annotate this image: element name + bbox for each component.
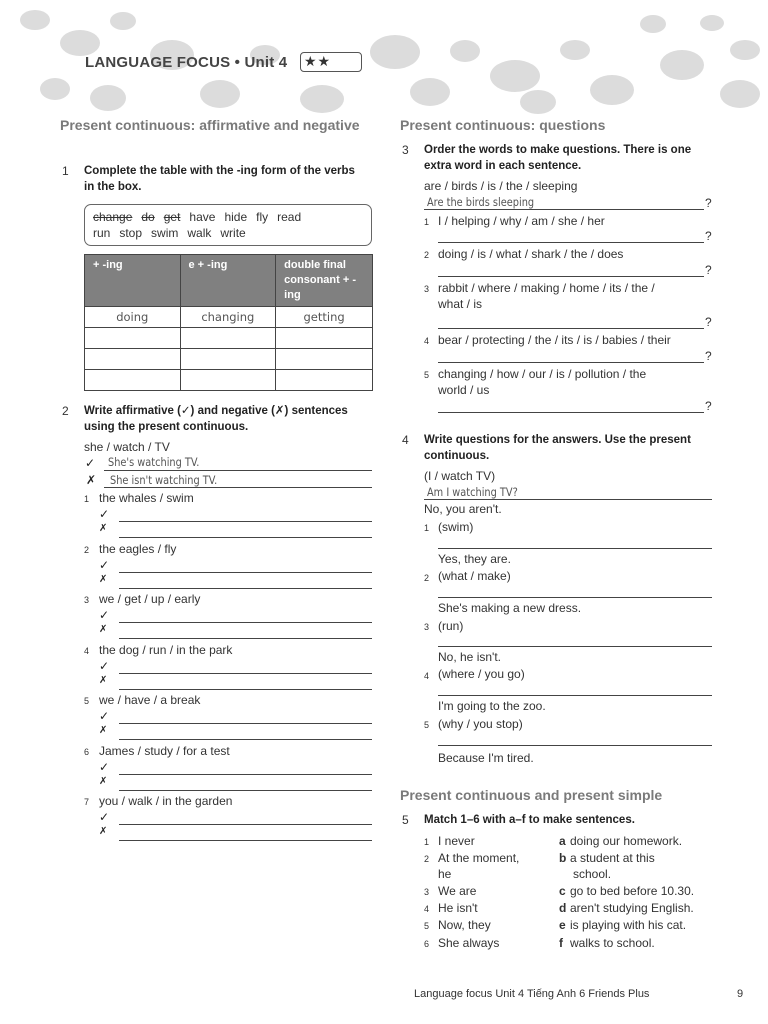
example-reply: No, you aren't. — [424, 502, 502, 516]
answer-line[interactable] — [119, 588, 372, 589]
answer-line[interactable] — [119, 622, 372, 623]
match-right: walks to school. — [570, 936, 655, 950]
item-prompt: we / get / up / early — [99, 592, 201, 606]
item-number: 2 — [84, 545, 90, 555]
table-cell[interactable]: getting — [276, 307, 373, 328]
question-mark: ? — [705, 229, 712, 243]
word: run — [93, 226, 111, 240]
word: stop — [119, 226, 143, 240]
item-prompt: changing / how / our / is / pollution / the — [438, 367, 647, 381]
answer-line[interactable] — [119, 790, 372, 791]
table-cell[interactable]: doing — [85, 307, 181, 328]
item-number: 5 — [424, 370, 430, 380]
question-mark: ? — [705, 349, 712, 363]
match-key: f — [559, 936, 563, 950]
item-number: 2 — [424, 250, 430, 260]
answer-line[interactable] — [119, 673, 372, 674]
answer-line[interactable] — [438, 597, 712, 598]
tick-icon: ✓ — [99, 558, 110, 572]
table-cell[interactable] — [180, 328, 276, 349]
answer-line[interactable] — [119, 774, 372, 775]
match-key: a — [559, 834, 566, 848]
cross-icon: ✗ — [99, 574, 108, 585]
ing-form-table — [84, 254, 373, 391]
item-number: 1 — [424, 217, 430, 227]
item-reply: No, he isn't. — [438, 650, 501, 664]
verb-word-box — [84, 204, 372, 246]
item-prompt: (swim) — [438, 520, 474, 534]
answer-line[interactable] — [438, 548, 712, 549]
page-number: 9 — [737, 988, 744, 1000]
exercise-1-number: 1 — [62, 164, 69, 178]
cross-icon: ✗ — [99, 776, 108, 787]
answer-line[interactable] — [119, 739, 372, 740]
item-number: 2 — [424, 573, 430, 583]
cross-icon: ✗ — [99, 725, 108, 736]
match-right: a student at this — [570, 851, 655, 865]
item-number: 3 — [84, 595, 90, 605]
answer-line[interactable] — [438, 695, 712, 696]
match-number: 5 — [424, 921, 430, 931]
match-left: We are — [438, 884, 477, 898]
word: hide — [224, 210, 248, 224]
question-mark: ? — [705, 196, 712, 210]
match-left: Now, they — [438, 918, 491, 932]
item-prompt: you / walk / in the garden — [99, 794, 233, 808]
cross-icon: ✗ — [99, 624, 108, 635]
answer-line[interactable] — [438, 328, 704, 329]
item-prompt: rabbit / where / making / home / its / the / — [438, 281, 655, 295]
word: read — [277, 210, 302, 224]
item-prompt: doing / is / what / shark / the / does — [438, 247, 624, 261]
match-left: At the moment, — [438, 851, 520, 865]
table-header: double final consonant + -ing — [276, 255, 373, 307]
item-number: 1 — [424, 523, 430, 533]
match-left: She always — [438, 936, 500, 950]
item-number: 7 — [84, 797, 90, 807]
exercise-3-instruction: Order the words to make questions. There is one extra word in each sentence. — [424, 144, 692, 172]
cross-icon: ✗ — [99, 826, 108, 837]
question-mark: ? — [705, 399, 712, 413]
item-prompt-cont: what / is — [438, 297, 483, 311]
exercise-2-instruction: Write affirmative (✓) and negative (✗) sentences using the present continuous. — [84, 405, 348, 433]
answer-line[interactable] — [119, 638, 372, 639]
word: swim — [151, 226, 179, 240]
word: walk — [187, 226, 212, 240]
tick-icon: ✓ — [99, 760, 110, 774]
match-number: 1 — [424, 837, 430, 847]
match-right: is playing with his cat. — [570, 918, 687, 932]
item-prompt: the whales / swim — [99, 491, 194, 505]
example-prompt: are / birds / is / the / sleeping — [424, 179, 578, 193]
item-number: 5 — [84, 696, 90, 706]
answer-line[interactable] — [438, 276, 704, 277]
answer-line[interactable] — [119, 572, 372, 573]
question-mark: ? — [705, 315, 712, 329]
match-left: He isn't — [438, 901, 478, 915]
item-reply: She's making a new dress. — [438, 601, 582, 615]
match-number: 2 — [424, 854, 430, 864]
item-reply: I'm going to the zoo. — [438, 699, 546, 713]
match-right: aren't studying English. — [570, 901, 694, 915]
match-key: b — [559, 851, 567, 865]
match-number: 6 — [424, 939, 430, 949]
table-cell[interactable] — [85, 370, 181, 391]
item-number: 4 — [424, 336, 430, 346]
word: have — [189, 210, 216, 224]
item-prompt: (what / make) — [438, 569, 511, 583]
item-prompt: James / study / for a test — [99, 744, 230, 758]
cross-icon: ✗ — [99, 523, 108, 534]
table-header: e + -ing — [180, 255, 276, 307]
tick-icon: ✓ — [99, 507, 110, 521]
word-struck: change — [93, 210, 133, 224]
table-cell[interactable] — [180, 370, 276, 391]
cross-icon: ✗ — [99, 675, 108, 686]
table-cell[interactable] — [85, 349, 181, 370]
answer-line[interactable] — [438, 745, 712, 746]
unit-title: LANGUAGE FOCUS • Unit 4 — [85, 54, 288, 71]
tick-icon: ✓ — [99, 608, 110, 622]
match-number: 3 — [424, 887, 430, 897]
word-box-row-1 — [93, 210, 310, 224]
table-header: + -ing — [85, 255, 181, 307]
item-prompt: bear / protecting / the / its / is / babies / their — [438, 333, 671, 347]
answer-line[interactable] — [119, 689, 372, 690]
word-box-row-2 — [93, 226, 255, 240]
match-right-cont: school. — [573, 867, 612, 881]
word-struck: get — [163, 210, 181, 224]
example-answer: Am I watching TV? — [427, 485, 518, 499]
item-reply: Because I'm tired. — [438, 751, 534, 765]
item-prompt: (where / you go) — [438, 667, 525, 681]
table-cell[interactable]: changing — [180, 307, 276, 328]
item-number: 4 — [84, 646, 90, 656]
item-number: 4 — [424, 671, 430, 681]
section-title-questions: Present continuous: questions — [400, 117, 606, 133]
tick-icon: ✓ — [99, 810, 110, 824]
item-prompt-cont: world / us — [438, 383, 490, 397]
page-footer: Language focus Unit 4 Tiếng Anh 6 Friends Plus — [414, 988, 650, 1000]
match-key: d — [559, 901, 567, 915]
answer-line[interactable] — [424, 499, 712, 500]
cross-icon: ✗ — [86, 473, 97, 487]
answer-line[interactable] — [438, 242, 704, 243]
word: write — [220, 226, 246, 240]
section-title-simple: Present continuous and present simple — [400, 787, 663, 803]
word: fly — [256, 210, 269, 224]
item-prompt: the eagles / fly — [99, 542, 177, 556]
item-number: 5 — [424, 720, 430, 730]
exercise-3-number: 3 — [402, 143, 409, 157]
answer-line[interactable] — [119, 537, 372, 538]
match-key: c — [559, 884, 566, 898]
match-left-cont: he — [438, 867, 452, 881]
table-cell[interactable] — [276, 370, 373, 391]
tick-icon: ✓ — [85, 456, 96, 470]
example-answer: Are the birds sleeping — [427, 195, 535, 209]
exercise-5-instruction: Match 1–6 with a–f to make sentences. — [424, 814, 635, 826]
word-struck: do — [141, 210, 155, 224]
example-prompt: she / watch / TV — [84, 440, 170, 454]
item-prompt: (run) — [438, 619, 464, 633]
item-number: 3 — [424, 284, 430, 294]
match-right: go to bed before 10.30. — [570, 884, 695, 898]
match-key: e — [559, 918, 566, 932]
item-prompt: (why / you stop) — [438, 717, 523, 731]
answer-line[interactable] — [438, 362, 704, 363]
answer-line[interactable] — [104, 487, 372, 488]
table-cell[interactable] — [85, 328, 181, 349]
table-cell[interactable] — [276, 328, 373, 349]
table-cell[interactable] — [180, 349, 276, 370]
item-prompt: the dog / run / in the park — [99, 643, 233, 657]
item-prompt: we / have / a break — [99, 693, 201, 707]
match-right: doing our homework. — [570, 834, 683, 848]
match-number: 4 — [424, 904, 430, 914]
question-mark: ? — [705, 263, 712, 277]
example-negative: She isn't watching TV. — [110, 473, 218, 487]
answer-line[interactable] — [119, 840, 372, 841]
exercise-5-number: 5 — [402, 813, 409, 827]
exercise-1-instruction: Complete the table with the -ing form of the verbs in the box. — [84, 165, 355, 193]
item-reply: Yes, they are. — [438, 552, 511, 566]
item-number: 3 — [424, 622, 430, 632]
answer-line[interactable] — [438, 646, 712, 647]
answer-line[interactable] — [119, 521, 372, 522]
item-prompt: I / helping / why / am / she / her — [438, 214, 605, 228]
exercise-4-number: 4 — [402, 433, 409, 447]
tick-icon: ✓ — [99, 709, 110, 723]
answer-line[interactable] — [119, 824, 372, 825]
answer-line[interactable] — [104, 470, 372, 471]
answer-line[interactable] — [119, 723, 372, 724]
answer-line[interactable] — [424, 209, 704, 210]
item-number: 6 — [84, 747, 90, 757]
example-affirmative: She's watching TV. — [108, 455, 200, 469]
item-number: 1 — [84, 494, 90, 504]
table-cell[interactable] — [276, 349, 373, 370]
example-prompt: (I / watch TV) — [424, 469, 496, 483]
answer-line[interactable] — [438, 412, 704, 413]
exercise-4-instruction: Write questions for the answers. Use the present continuous. — [424, 434, 691, 462]
section-title-affirmative: Present continuous: affirmative and negative — [60, 117, 360, 133]
match-left: I never — [438, 834, 475, 848]
difficulty-stars: ★★ — [300, 52, 362, 72]
exercise-2-number: 2 — [62, 404, 69, 418]
tick-icon: ✓ — [99, 659, 110, 673]
